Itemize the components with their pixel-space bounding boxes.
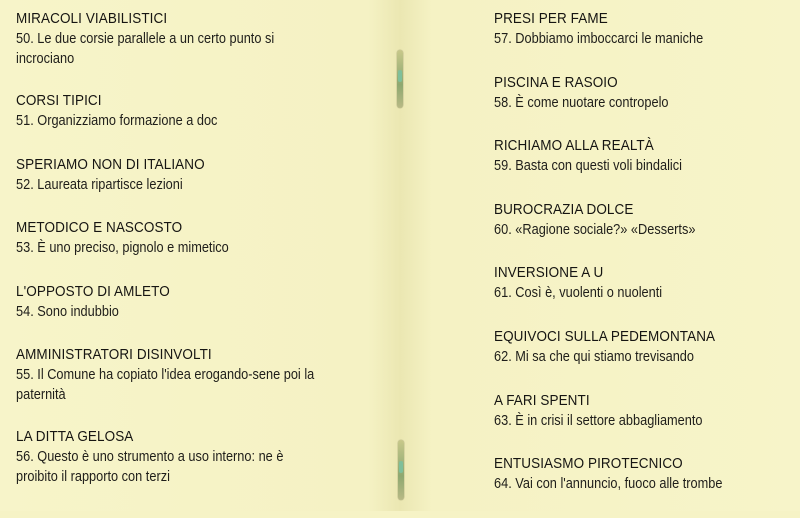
entry-text: 57. Dobbiamo imboccarci le maniche [494, 31, 704, 47]
entry-text: 52. Laureata ripartisce lezioni [16, 176, 183, 193]
entry-57 [494, 9, 794, 73]
entry-62 [494, 327, 794, 391]
entry-title: A FARI SPENTI [494, 391, 590, 409]
entry-text: 55. Il Comune ha copiato l'idea erogando-sene poi la paternità [16, 367, 315, 404]
entry-50 [16, 9, 376, 91]
entry-64 [494, 454, 794, 518]
entry-text: 53. È uno preciso, pignolo e mimetico [16, 240, 229, 257]
entry-59 [494, 136, 794, 200]
entry-61 [494, 263, 794, 327]
entry-text: 64. Vai con l'annuncio, fuoco alle trombe [494, 476, 723, 493]
entry-52 [16, 155, 376, 219]
entry-53 [16, 218, 376, 282]
entry-title: CORSI TIPICI [16, 92, 102, 109]
entry-title: PISCINA E RASOIO [494, 73, 618, 91]
right-page [494, 9, 794, 518]
entry-55 [16, 345, 376, 427]
entry-text: 58. È come nuotare contropelo [494, 94, 669, 111]
entry-title: BUROCRAZIA DOLCE [494, 200, 634, 218]
entry-title: PRESI PER FAME [494, 10, 608, 27]
entry-text: 56. Questo è uno strumento a uso interno: ne è proibito il rapporto con terzi [16, 449, 284, 486]
entry-text: 54. Sono indubbio [16, 303, 119, 320]
entry-63 [494, 391, 794, 455]
entry-title: MIRACOLI VIABILISTICI [16, 10, 168, 27]
staple-icon [397, 50, 403, 108]
entry-title: METODICO E NASCOSTO [16, 219, 183, 237]
entry-text: 62. Mi sa che qui stiamo trevisando [494, 348, 695, 365]
entry-title: AMMINISTRATORI DISINVOLTI [16, 346, 212, 364]
left-page [16, 9, 376, 509]
entry-title: RICHIAMO ALLA REALTÀ [494, 137, 654, 155]
entry-title: ENTUSIASMO PIROTECNICO [494, 455, 683, 473]
entry-text: 59. Basta con questi voli bindalici [494, 158, 682, 175]
entry-54 [16, 282, 376, 346]
entry-title: L'OPPOSTO DI AMLETO [16, 282, 170, 300]
entry-text: 51. Organizziamo formazione a doc [16, 113, 218, 129]
entry-title: INVERSIONE A U [494, 264, 604, 282]
entry-56 [16, 427, 376, 509]
entry-text: 63. È in crisi il settore abbagliamento [494, 412, 703, 429]
entry-text: 60. «Ragione sociale?» «Desserts» [494, 221, 696, 238]
entry-title: EQUIVOCI SULLA PEDEMONTANA [494, 327, 716, 345]
entry-60 [494, 200, 794, 264]
entry-title: SPERIAMO NON DI ITALIANO [16, 155, 205, 173]
entry-58 [494, 73, 794, 137]
entry-title: LA DITTA GELOSA [16, 428, 134, 446]
entry-51 [16, 91, 376, 155]
entry-text: 61. Così è, vuolenti o nuolenti [494, 285, 663, 302]
staple-icon [398, 440, 404, 500]
entry-text: 50. Le due corsie parallele a un certo punto si incrociano [16, 31, 275, 67]
